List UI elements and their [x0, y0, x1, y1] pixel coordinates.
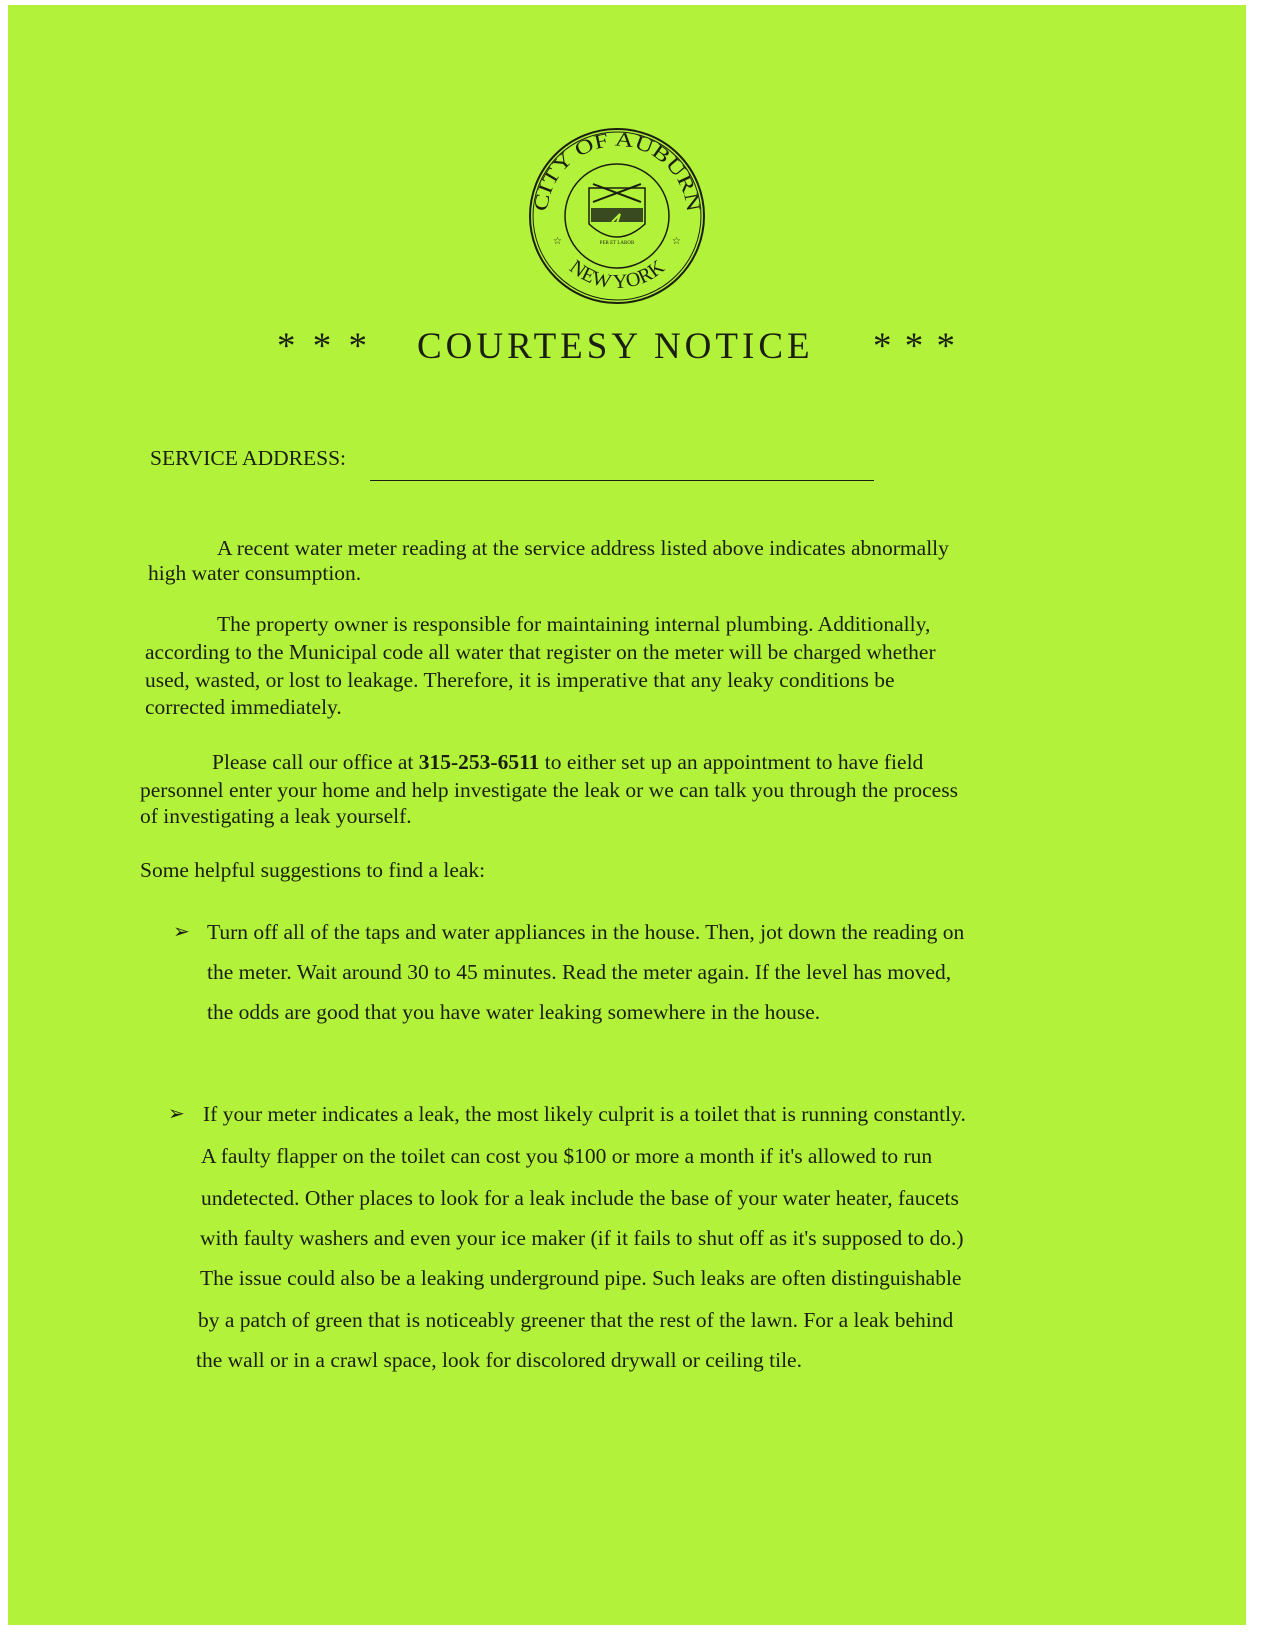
service-address-label: SERVICE ADDRESS: — [150, 446, 346, 470]
bullet1-line: Turn off all of the taps and water appliances in the house. Then, jot down the reading on — [207, 920, 965, 944]
paragraph2-line: corrected immediately. — [145, 695, 342, 719]
paragraph3-text: Please call our office at — [212, 750, 419, 774]
bullet2-line: undetected. Other places to look for a leak include the base of your water heater, faucets — [201, 1186, 959, 1210]
bullet2-line: If your meter indicates a leak, the most likely culprit is a toilet that is running constantly. — [203, 1102, 966, 1126]
arrowhead-bullet-icon: ➢ — [173, 921, 190, 943]
seal-bottom-text: NEW YORK — [565, 255, 669, 294]
arrowhead-bullet-icon: ➢ — [168, 1103, 185, 1125]
paragraph1-line: high water consumption. — [148, 561, 362, 585]
suggestions-heading: Some helpful suggestions to find a leak: — [140, 858, 486, 882]
paragraph3-text: to either set up an appointment to have field — [539, 750, 924, 774]
office-phone-number: 315-253-6511 — [418, 750, 540, 774]
title-stars-right: * * * — [873, 326, 957, 367]
seal-top-text: CITY OF AUBURN — [529, 128, 704, 213]
paragraph2-line: according to the Municipal code all water that register on the meter will be charged whether — [145, 640, 936, 664]
service-address-blank-line — [370, 480, 874, 481]
paragraph3-line: personnel enter your home and help investigate the leak or we can talk you through the process — [140, 778, 958, 802]
paragraph2-line: The property owner is responsible for maintaining internal plumbing. Additionally, — [217, 612, 931, 636]
seal-star-right-icon: ☆ — [672, 236, 681, 247]
city-of-auburn-seal — [527, 126, 707, 306]
paragraph2-line: used, wasted, or lost to leakage. Therefore, it is imperative that any leaky conditions be — [145, 668, 895, 692]
title-stars-left: * * * — [277, 326, 371, 367]
paragraph3-line — [212, 752, 923, 774]
bullet1-line: the odds are good that you have water leaking somewhere in the house. — [207, 1000, 821, 1024]
bullet2-line: The issue could also be a leaking underground pipe. Such leaks are often distinguishable — [200, 1266, 962, 1290]
seal-motto: PER ET LABOR — [599, 241, 635, 246]
bullet2-line: A faulty flapper on the toilet can cost you $100 or more a month if it's allowed to run — [201, 1144, 933, 1168]
bullet2-line: the wall or in a crawl space, look for discolored drywall or ceiling tile. — [196, 1348, 802, 1372]
bullet2-line: by a patch of green that is noticeably greener that the rest of the lawn. For a leak behind — [198, 1308, 954, 1332]
paragraph3-line: of investigating a leak yourself. — [140, 804, 412, 828]
notice-title: COURTESY NOTICE — [417, 326, 814, 367]
bullet1-line: the meter. Wait around 30 to 45 minutes. Read the meter again. If the level has moved, — [207, 960, 952, 984]
paragraph1-line: A recent water meter reading at the service address listed above indicates abnormally — [217, 536, 949, 560]
bullet2-line: with faulty washers and even your ice maker (if it fails to shut off as it's supposed to do.) — [200, 1226, 964, 1250]
seal-star-left-icon: ☆ — [553, 236, 562, 247]
